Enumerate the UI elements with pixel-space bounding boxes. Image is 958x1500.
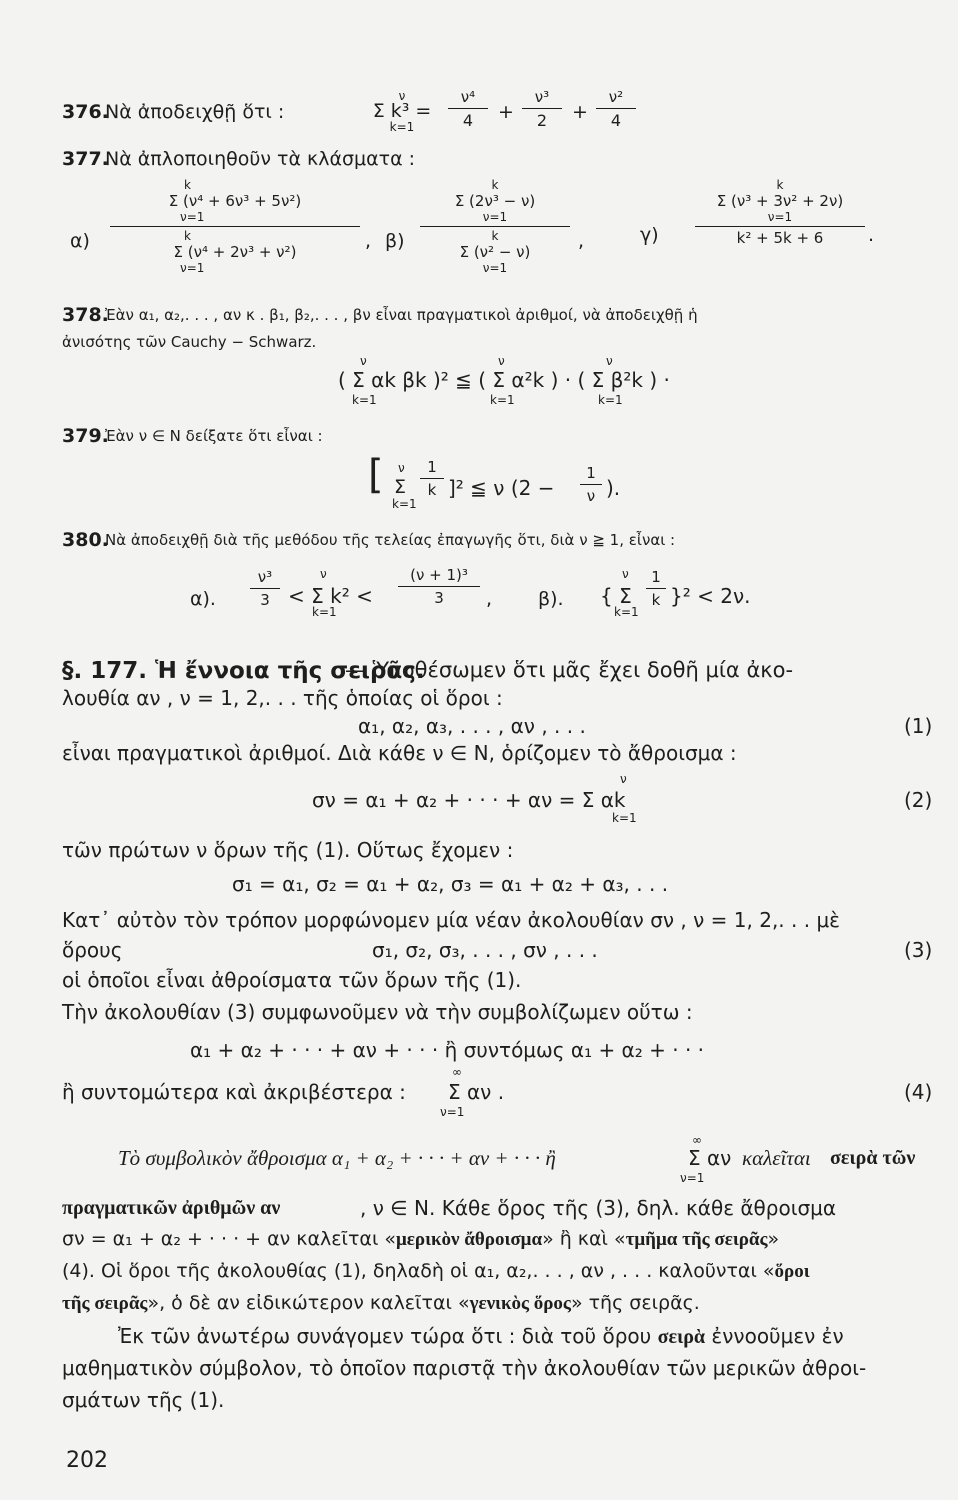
paragraph-line bbox=[118, 1326, 844, 1347]
period: . bbox=[868, 224, 875, 246]
sum-upper: ν bbox=[360, 354, 367, 368]
section-lead: — Ὑποθέσωμεν ὅτι μᾶς ἔχει δοθῆ μία ἀκο- bbox=[345, 658, 794, 682]
problem-380-text: Νὰ ἀποδειχθῇ διὰ τῆς μεθόδου τῆς τελείας ἐπαγωγῆς ὅτι, διὰ ν ≧ 1, εἶναι : bbox=[105, 531, 676, 549]
problem-377-label: 377. bbox=[62, 148, 109, 170]
problem-380-label: 380. bbox=[62, 529, 109, 551]
problem-379-text: Ἐὰν ν ∈ N δείξατε ὅτι εἶναι : bbox=[105, 427, 323, 445]
equation-tag-4: (4) bbox=[904, 1080, 933, 1104]
infinity-upper: ∞ bbox=[692, 1133, 702, 1147]
numerator: ν³ bbox=[257, 568, 273, 586]
sum-upper: k bbox=[491, 178, 499, 192]
section-heading: §. 177. Ἡ ἔννοια τῆς σειρᾶς. bbox=[62, 658, 425, 684]
fraction-377a bbox=[110, 178, 360, 275]
fraction-nu3-over-2 bbox=[522, 88, 562, 130]
term-series: σειρὰ bbox=[657, 1326, 706, 1348]
inequality-mid: ]² ≦ ν (2 − bbox=[448, 476, 555, 500]
problem-376-sum bbox=[372, 90, 432, 133]
problem-376-text: Νὰ ἀποδειχθῇ ὅτι : bbox=[105, 101, 285, 123]
comma: , bbox=[486, 588, 493, 610]
part-b-label: β) bbox=[385, 230, 405, 252]
paragraph-line: Τὴν ἀκολουθίαν (3) συμφωνοῦμεν νὰ τὴν συμβολίζωμεν οὕτω : bbox=[62, 1000, 693, 1024]
definition-called: καλεῖται bbox=[742, 1146, 811, 1170]
term-real-numbers: πραγματικῶν ἀριθμῶν αν bbox=[62, 1197, 281, 1219]
sum-lower: k=1 bbox=[352, 393, 377, 407]
sum-lower: ν=1 bbox=[440, 1105, 465, 1119]
part-a-label: α) bbox=[70, 230, 90, 252]
term-partial-sum: μερικὸν ἄθροισμα bbox=[396, 1229, 543, 1250]
term-terms: ὅροι bbox=[774, 1261, 810, 1282]
numerator: (ν + 1)³ bbox=[410, 566, 468, 584]
fraction-1-over-k bbox=[646, 568, 666, 609]
numerator: 1 bbox=[651, 568, 661, 586]
denominator: k bbox=[651, 591, 661, 609]
paragraph-line: ὅρους bbox=[62, 938, 123, 962]
numerator: Σ (ν⁴ + 6ν³ + 5ν²) bbox=[168, 192, 302, 210]
sum-upper: k bbox=[491, 229, 499, 243]
equation-sigmas: σ₁ = α₁, σ₂ = α₁ + α₂, σ₃ = α₁ + α₂ + α₃, . . . bbox=[232, 872, 669, 896]
numerator: ν³ bbox=[534, 88, 550, 106]
equation-tag-1: (1) bbox=[904, 714, 933, 738]
paragraph-line: Κατ᾽ αὐτὸν τὸν τρόπον μορφώνομεν μία νέαν ἀκολουθίαν σν , ν = 1, 2,. . . μὲ bbox=[62, 908, 840, 932]
sum-upper: ν bbox=[622, 567, 629, 581]
cauchy-schwarz-inequality: ( Σ αk βk )² ≦ ( Σ α²k ) · ( Σ β²k ) · bbox=[338, 368, 670, 392]
paragraph-line: οἱ ὁποῖοι εἶναι ἀθροίσματα τῶν ὅρων τῆς (1). bbox=[62, 968, 522, 992]
inequality-mid: < Σ k² < bbox=[288, 584, 373, 608]
comma: , bbox=[365, 230, 372, 252]
paragraph-line: σμάτων τῆς (1). bbox=[62, 1388, 225, 1412]
text: » ἢ καὶ « bbox=[542, 1228, 626, 1250]
fraction-377c bbox=[695, 178, 865, 247]
sum-upper: k bbox=[776, 178, 784, 192]
fraction-nu-plus-1-cubed-over-3 bbox=[398, 566, 480, 607]
equation-2: σν = α₁ + α₂ + · · · + αν = Σ αk bbox=[312, 788, 626, 812]
plus-sign: + bbox=[498, 101, 514, 123]
fraction-377b bbox=[420, 178, 570, 275]
paragraph-line: εἶναι πραγματικοὶ ἀριθμοί. Διὰ κάθε ν ∈ N, ὁρίζομεν τὸ ἄθροισμα : bbox=[62, 741, 737, 765]
sum-upper: ν bbox=[398, 89, 406, 103]
paragraph-line: , ν ∈ N. Κάθε ὅρος τῆς (3), δηλ. κάθε ἄθροισμα bbox=[360, 1196, 837, 1220]
paragraph-line bbox=[62, 1230, 779, 1249]
part-c-label: γ) bbox=[640, 224, 659, 246]
sum-upper: ν bbox=[620, 772, 627, 786]
sum-lower: k=1 bbox=[312, 605, 337, 619]
definition-sum: Σ αν bbox=[688, 1146, 732, 1170]
problem-378-label: 378. bbox=[62, 304, 109, 326]
sum-upper: ν bbox=[498, 354, 505, 368]
sigma: Σ bbox=[394, 476, 407, 498]
comma: , bbox=[578, 230, 585, 252]
denominator: Σ (ν² − ν) bbox=[459, 243, 531, 261]
sum-lower: ν=1 bbox=[482, 210, 508, 224]
paragraph-line: τῶν πρώτων ν ὅρων τῆς (1). Οὕτως ἔχομεν : bbox=[62, 838, 514, 862]
term-series: σειρὰ τῶν bbox=[830, 1147, 916, 1169]
open-bracket: [ bbox=[368, 452, 384, 498]
fraction-1-over-k bbox=[420, 458, 444, 499]
paragraph-line: ἢ συντομώτερα καὶ ἀκριβέστερα : bbox=[62, 1080, 406, 1104]
fraction-1-over-nu bbox=[580, 464, 602, 505]
paragraph-line bbox=[62, 1262, 810, 1281]
denominator: 2 bbox=[536, 111, 548, 130]
denominator: ν bbox=[586, 487, 596, 505]
problem-376-label: 376. bbox=[62, 101, 109, 123]
problem-379-label: 379. bbox=[62, 425, 109, 447]
sum-body: Σ k³ = bbox=[372, 100, 432, 122]
denominator: 4 bbox=[462, 111, 474, 130]
sum-lower: ν=1 bbox=[680, 1171, 705, 1185]
text: » τῆς σειρᾶς. bbox=[570, 1292, 700, 1314]
problem-377-text: Νὰ ἀπλοποιηθοῦν τὰ κλάσματα : bbox=[105, 148, 416, 170]
brace-open: { Σ bbox=[600, 584, 632, 608]
denominator: Σ (ν⁴ + 2ν³ + ν²) bbox=[173, 243, 297, 261]
sum-lower: ν=1 bbox=[180, 210, 205, 224]
sum-lower: ν=1 bbox=[482, 261, 508, 275]
equation-series-forms: α₁ + α₂ + · · · + αν + · · · ἢ συντόμως α₁ + α₂ + · · · bbox=[190, 1038, 705, 1062]
sum-lower: ν=1 bbox=[767, 210, 793, 224]
equation-3: σ₁, σ₂, σ₃, . . . , σν , . . . bbox=[372, 938, 598, 962]
text: ἐννοοῦμεν ἐν bbox=[711, 1324, 844, 1348]
numerator: 1 bbox=[427, 458, 437, 476]
numerator: ν⁴ bbox=[460, 88, 476, 106]
denominator: 3 bbox=[434, 589, 444, 607]
sum-upper: ν bbox=[398, 461, 405, 475]
sum-lower: k=1 bbox=[612, 811, 637, 825]
text: », ὁ δὲ αν εἰδικώτερον καλεῖται « bbox=[147, 1292, 470, 1314]
definition-line: Τὸ συμβολικὸν ἄθροισμα α₁ + α₂ + · · · + αν + · · · ἢ bbox=[118, 1146, 556, 1170]
problem-378-text: Ἐὰν α₁, α₂,. . . , αν κ . β₁, β₂,. . . , βν εἶναι πραγματικοὶ ἀριθμοί, νὰ ἀποδειχθῇ ἡ bbox=[105, 306, 698, 324]
equation-tag-3: (3) bbox=[904, 938, 933, 962]
numerator: ν² bbox=[608, 88, 624, 106]
fraction-nu4-over-4 bbox=[448, 88, 488, 130]
denominator: k² + 5k + 6 bbox=[736, 229, 824, 247]
paragraph-line: λουθία αν , ν = 1, 2,. . . τῆς ὁποίας οἱ ὅροι : bbox=[62, 686, 503, 710]
term-of-series: τῆς σειρᾶς bbox=[62, 1293, 148, 1314]
page-number: 202 bbox=[66, 1448, 108, 1473]
denominator: 4 bbox=[610, 111, 622, 130]
infinity-upper: ∞ bbox=[452, 1065, 462, 1079]
text: σν = α₁ + α₂ + · · · + αν καλεῖται « bbox=[62, 1228, 397, 1250]
paragraph-line: μαθηματικὸν σύμβολον, τὸ ὁποῖον παριστᾷ τὴν ἀκολουθίαν τῶν μερικῶν ἀθροι- bbox=[62, 1356, 867, 1380]
sum-lower: k=1 bbox=[614, 605, 639, 619]
denominator: 3 bbox=[260, 591, 270, 609]
denominator: k bbox=[427, 481, 437, 499]
numerator: 1 bbox=[586, 464, 596, 482]
part-b-label: β). bbox=[538, 588, 564, 610]
paragraph-line bbox=[62, 1294, 700, 1313]
fraction-nu3-over-3 bbox=[250, 568, 280, 609]
equation-tag-2: (2) bbox=[904, 788, 933, 812]
term-general-term: γενικὸς ὅρος bbox=[469, 1293, 571, 1314]
sum-upper: k bbox=[184, 178, 191, 192]
equation-4: Σ αν . bbox=[448, 1080, 505, 1104]
problem-378-text2: ἀνισότης τῶν Cauchy − Schwarz. bbox=[62, 333, 317, 351]
numerator: Σ (2ν³ − ν) bbox=[454, 192, 536, 210]
numerator: Σ (ν³ + 3ν² + 2ν) bbox=[716, 192, 844, 210]
text: Ἐκ τῶν ἀνωτέρω συνάγομεν τώρα ὅτι : διὰ τοῦ ὅρου bbox=[118, 1324, 652, 1348]
sum-upper: ν bbox=[320, 567, 327, 581]
sum-lower: k=1 bbox=[392, 497, 417, 511]
sum-upper: k bbox=[184, 229, 191, 243]
plus-sign: + bbox=[572, 101, 588, 123]
sum-upper: ν bbox=[606, 354, 613, 368]
text: » bbox=[767, 1228, 780, 1250]
sum-lower: k=1 bbox=[490, 393, 515, 407]
part-a-label: α). bbox=[190, 588, 216, 610]
fraction-nu2-over-4 bbox=[596, 88, 636, 130]
equation-1: α₁, α₂, α₃, . . . , αν , . . . bbox=[358, 714, 586, 738]
inequality-end: ). bbox=[606, 476, 621, 500]
text: (4). Οἱ ὅροι τῆς ἀκολουθίας (1), δηλαδὴ οἱ α₁, α₂,. . . , αν , . . . καλοῦνται « bbox=[62, 1260, 775, 1282]
sum-lower: ν=1 bbox=[180, 261, 205, 275]
sum-lower: k=1 bbox=[389, 120, 415, 134]
sum-lower: k=1 bbox=[598, 393, 623, 407]
term-series-segment: τμῆμα τῆς σειρᾶς bbox=[625, 1229, 768, 1250]
brace-close: }² < 2ν. bbox=[670, 584, 751, 608]
